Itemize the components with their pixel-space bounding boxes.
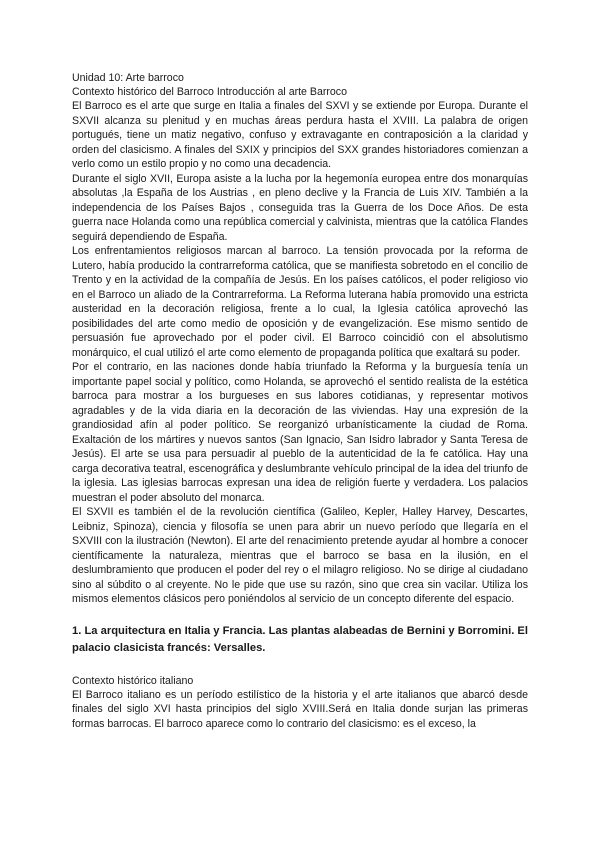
document-body	[72, 71, 528, 731]
paragraph-politics: Durante el siglo XVII, Europa asiste a la lucha por la hegemonía europea entre dos monarquías absolutas ,la España de los Austrias , en pleno declive y la Francia de Luis XIV. También a la independencia de los Países Bajos , conseguida tras la Guerra de los Doce Años. De esta guerra nace Holanda como una república comercial y calvinista, mientras que la católica Flandes seguirá dependiendo de España.	[72, 172, 528, 243]
unit-title: Unidad 10: Arte barroco	[72, 72, 184, 84]
section-heading: 1. La arquitectura en Italia y Francia. Las plantas alabeadas de Bernini y Borromini. El palacio clasicista francés: Versalles.	[72, 624, 528, 654]
paragraph-religion: Los enfrentamientos religiosos marcan al barroco. La tensión provocada por la reforma de Lutero, había producido la contrarreforma católica, que se manifiesta sobretodo en el concilio de Trento y en la actividad de la compañía de Jesús. En los países católicos, el poder religioso vio en el Barroco un aliado de la Contrarreforma. La Reforma luterana había promovido una estricta austeridad en la decoración religiosa, frente a lo cual, la Iglesia católica aprovechó las posibilidades del arte como medio de oposición y de evangelización. Ese mismo sentido de persuasión fue aprovechado por el poder civil. El Barroco coincidió con el absolutismo monárquico, el cual utilizó el arte como elemento de propaganda política que exaltará su poder.	[72, 245, 528, 359]
paragraph-reform-nations: Por el contrario, en las naciones donde había triunfado la Reforma y la burguesía tenía un importante papel social y político, como Holanda, se aprovechó el sentido realista de la estética barroca para mostrar a los burgueses en sus labores cotidianas, y representar motivos agradables y de la vida diaria en la decoración de las viviendas. Hay una expresión de la grandiosidad afín al poder político. Se reorganizó urbanísticamente la ciudad de Roma. Exaltación de los mártires y nuevos santos (San Ignacio, San Isidro labrador y Santa Teresa de Jesús). El arte se usa para persuadir al pueblo de la autenticidad de la fe católica. Hay una carga decorativa teatral, escenográfica y deslumbrante vehículo principal de la idea del triunfo de la iglesia. Las iglesias barrocas expresan una idea de religión fuerte y verdadera. Los palacios muestran el poder absoluto del monarca.	[72, 361, 528, 504]
paragraph-science: El SXVII es también el de la revolución científica (Galileo, Kepler, Halley Harvey, Descartes, Leibniz, Spinoza), ciencia y filosofía se unen para abrir un nuevo período que llegaría en el SXVIII con la ilustración (Newton). El arte del renacimiento pretende ayudar al hombre a conocer científicamente la naturaleza, mientras que el barroco se basa en la ilusión, en el deslumbramiento que producen el poder del rey o el milagro religioso. No se dirige al ciudadano sino al súbdito o al creyente. No le pide que use su razón, sino que crea sin vacilar. Utiliza los mismos elementos clásicos pero poniéndolos al servicio de un concepto diferente del espacio.	[72, 506, 528, 605]
paragraph-italian-context: El Barroco italiano es un período estilístico de la historia y el arte italianos que abarcó desde finales del siglo XVI hasta principios del siglo XVIII.Será en Italia donde surjan las primeras formas barrocas. El barroco aparece como lo contrario del clasicismo: es el exceso, la	[72, 688, 528, 730]
subsection-title: Contexto histórico italiano	[72, 674, 194, 687]
intro-title: Contexto histórico del Barroco Introducción al arte Barroco	[72, 86, 347, 98]
paragraph-origins: El Barroco es el arte que surge en Italia a finales del SXVI y se extiende por Europa. Durante el SXVII alcanza su plenitud y en muchas áreas perdura hasta el XVIII. La palabra de origen portugués, tiene un matiz negativo, confuso y extravagante en contraposición a la claridad y orden del clasicismo. A finales del SXIX y principios del SXX grandes historiadores comienzan a verlo como un estilo propio y no como una decadencia.	[72, 100, 528, 170]
